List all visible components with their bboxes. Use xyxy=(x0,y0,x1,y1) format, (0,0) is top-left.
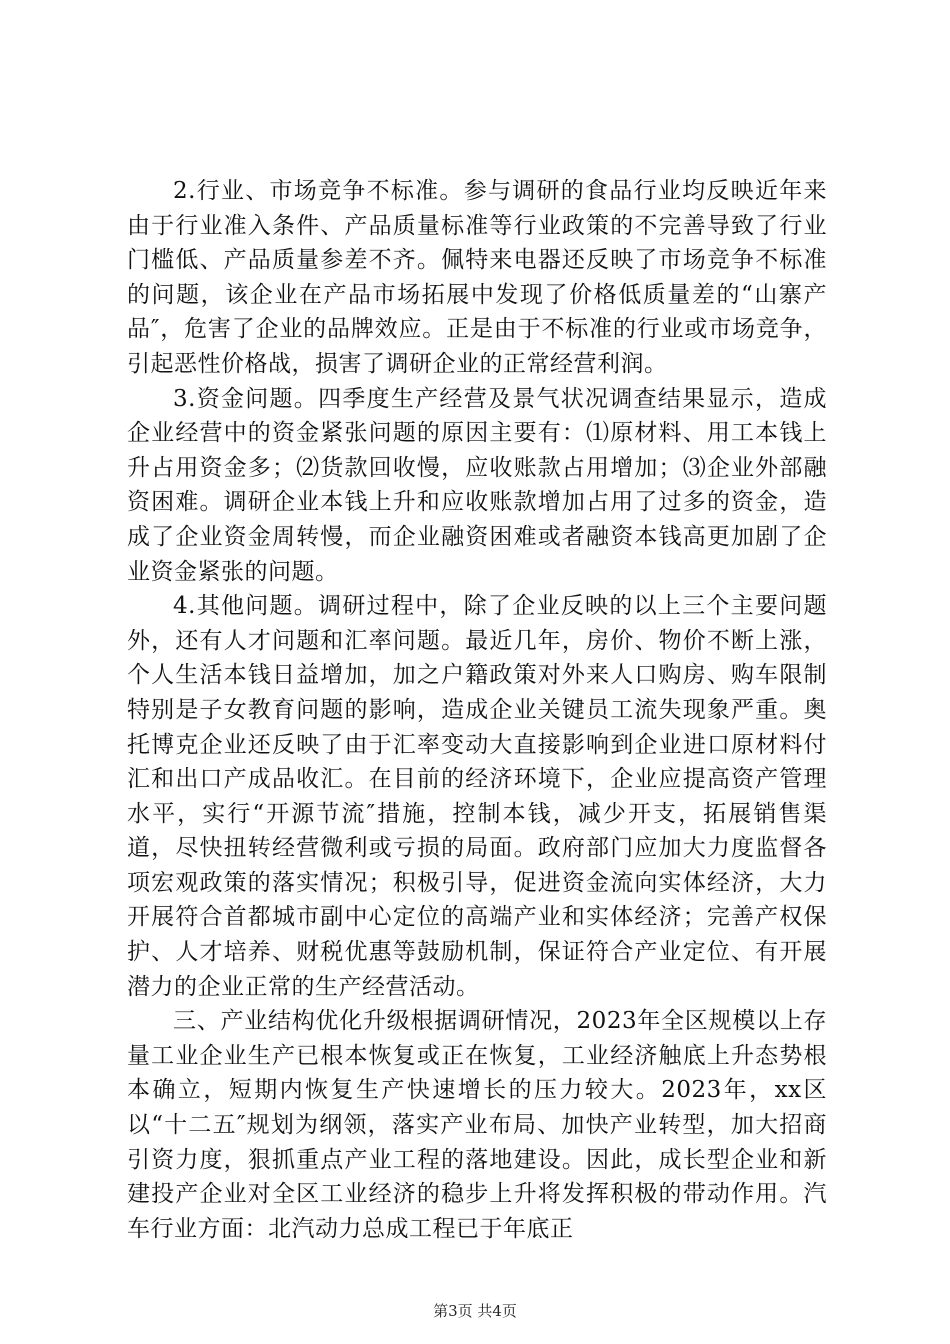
page-footer: 第3页 共4页 xyxy=(433,1302,517,1320)
document-body xyxy=(127,174,827,1246)
paragraph-industry-competition: 2.行业、市场竞争不标准。参与调研的食品行业均反映近年来由于行业准入条件、产品质量标准等行业政策的不完善导致了行业门槛低、产品质量参差不齐。佩特来电器还反映了市场竞争不标准的问题，该企业在产品市场拓展中发现了价格低质量差的“山寨产品″，危害了企业的品牌效应。正是由于不标准的行业或市场竞争，引起恶性价格战，损害了调研企业的正常经营利润。 xyxy=(127,178,827,377)
paragraph-other-issues: 4.其他问题。调研过程中，除了企业反映的以上三个主要问题外，还有人才问题和汇率问题。最近几年，房价、物价不断上涨，个人生活本钱日益增加，加之户籍政策对外来人口购房、购车限制特别是子女教育问题的影响，造成企业关键员工流失现象严重。奥托博克企业还反映了由于汇率变动大直接影响到企业进口原材料付汇和出口产成品收汇。在目前的经济环境下，企业应提高资产管理水平，实行“开源节流″措施，控制本钱，减少开支，拓展销售渠道，尽快扭转经营微利或亏损的局面。政府部门应加大力度监督各项宏观政策的落实情况；积极引导，促进资金流向实体经济，大力开展符合首都城市副中心定位的高端产业和实体经济；完善产权保护、人才培养、财税优惠等鼓励机制，保证符合产业定位、有开展潜力的企业正常的生产经营活动。 xyxy=(127,593,827,1000)
paragraph-industrial-upgrade: 三、产业结构优化升级根据调研情况，2023年全区规模以上存量工业企业生产已根本恢复或正在恢复，工业经济触底上升态势根本确立，短期内恢复生产快速增长的压力较大。2023年，xx区以“十二五″规划为纲领，落实产业布局、加快产业转型，加大招商引资力度，狠抓重点产业工程的落地建设。因此，成长型企业和新建投产企业对全区工业经济的稳步上升将发挥积极的带动作用。汽车行业方面：北汽动力总成工程已于年底正 xyxy=(127,1008,827,1242)
paragraph-funding-issues: 3.资金问题。四季度生产经营及景气状况调查结果显示，造成企业经营中的资金紧张问题的原因主要有：⑴原材料、用工本钱上升占用资金多；⑵货款回收慢，应收账款占用增加；⑶企业外部融资困难。调研企业本钱上升和应收账款增加占用了过多的资金，造成了企业资金周转慢，而企业融资困难或者融资本钱高更加剧了企业资金紧张的问题。 xyxy=(127,385,827,585)
